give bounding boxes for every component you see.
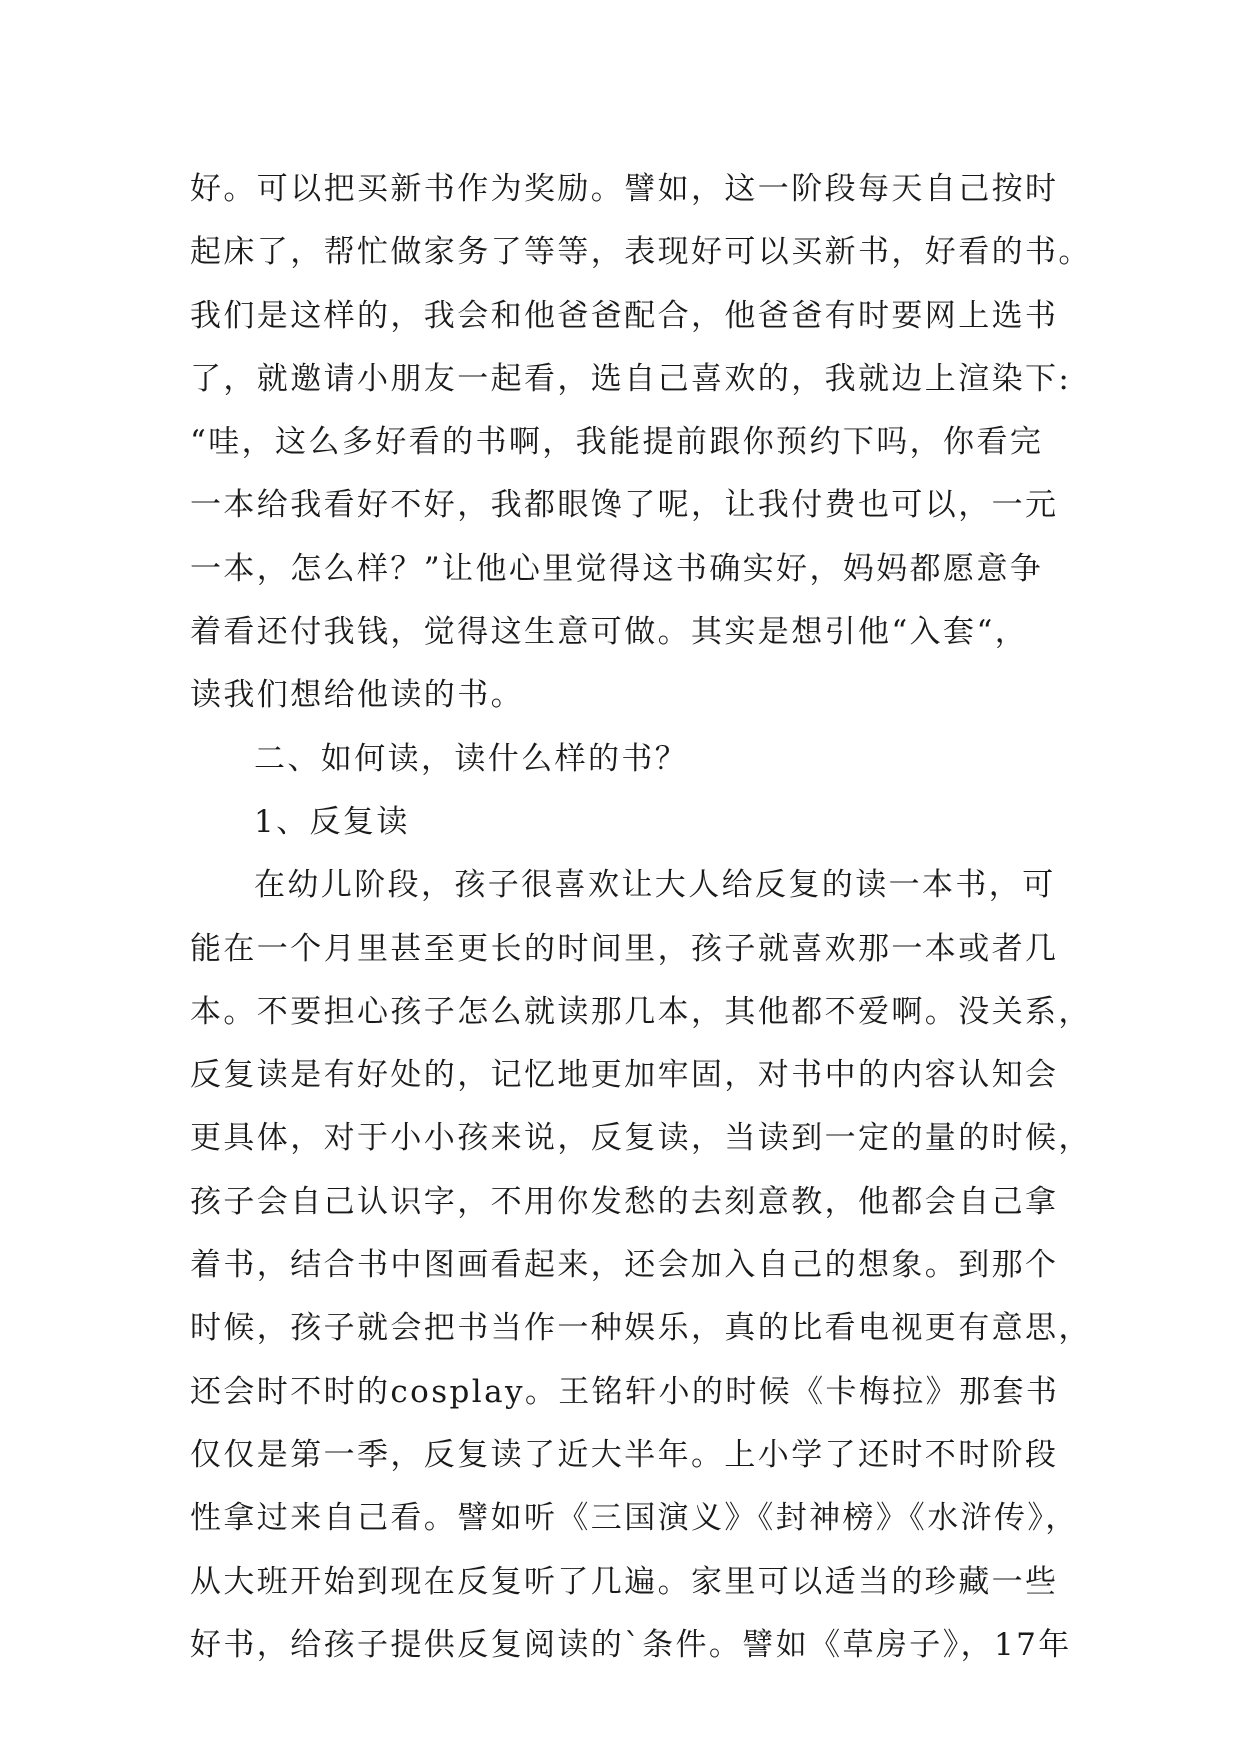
text-line: “哇，这么多好看的书啊，我能提前跟你预约下吗，你看完 [190,424,1044,461]
text-line: 反复读是有好处的，记忆地更加牢固，对书中的内容认知会 [190,1057,1059,1094]
text-line: 好书，给孩子提供反复阅读的`条件。譬如《草房子》，17年 [190,1626,1072,1663]
text-line: 更具体，对于小小孩来说，反复读，当读到一定的量的时候， [190,1120,1092,1157]
text-line: 性拿过来自己看。譬如听《三国演义》《封神榜》《水浒传》， [190,1500,1079,1537]
body-text [190,158,1092,1677]
text-line: 仅仅是第一季，反复读了近大半年。上小学了还时不时阶段 [190,1436,1059,1473]
text-line: 孩子会自己认识字，不用你发愁的去刻意教，他都会自己拿 [190,1183,1059,1220]
text-line: 好。可以把买新书作为奖励。譬如，这一阶段每天自己按时 [190,171,1059,207]
text-line: 了，就邀请小朋友一起看，选自己喜欢的，我就边上渲染下: [190,360,1072,397]
text-line: 着书，结合书中图画看起来，还会加入自己的想象。到那个 [190,1247,1059,1284]
text-line: 从大班开始到现在反复听了几遍。家里可以适当的珍藏一些 [190,1563,1059,1600]
text-line: 能在一个月里甚至更长的时间里，孩子就喜欢那一本或者几 [190,930,1059,967]
text-line: 本。不要担心孩子怎么就读那几本，其他都不爱啊。没关系， [190,993,1092,1030]
text-line: 一本，怎么样？”让他心里觉得这书确实好，妈妈都愿意争 [190,550,1044,587]
text-line: 时候，孩子就会把书当作一种娱乐，真的比看电视更有意思， [190,1310,1092,1347]
text-line: 着看还付我钱，觉得这生意可做。其实是想引他“入套“， [190,614,1029,651]
text-line: 读我们想给他读的书。 [190,677,524,714]
text-line: 起床了，帮忙做家务了等等，表现好可以买新书，好看的书。 [190,234,1092,271]
text-line: 我们是这样的，我会和他爸爸配合，他爸爸有时要网上选书 [190,297,1059,334]
section-heading: 二、如何读，读什么样的书？ [254,740,689,777]
text-line: 一本给我看好不好，我都眼馋了呢，让我付费也可以，一元 [190,487,1059,524]
text-line: 还会时不时的cosplay。王铭轩小的时候《卡梅拉》那套书 [190,1373,1060,1410]
paragraph-start-line: 在幼儿阶段，孩子很喜欢让大人给反复的读一本书，可 [254,867,1056,904]
subsection-heading: 1、反复读 [254,803,410,840]
